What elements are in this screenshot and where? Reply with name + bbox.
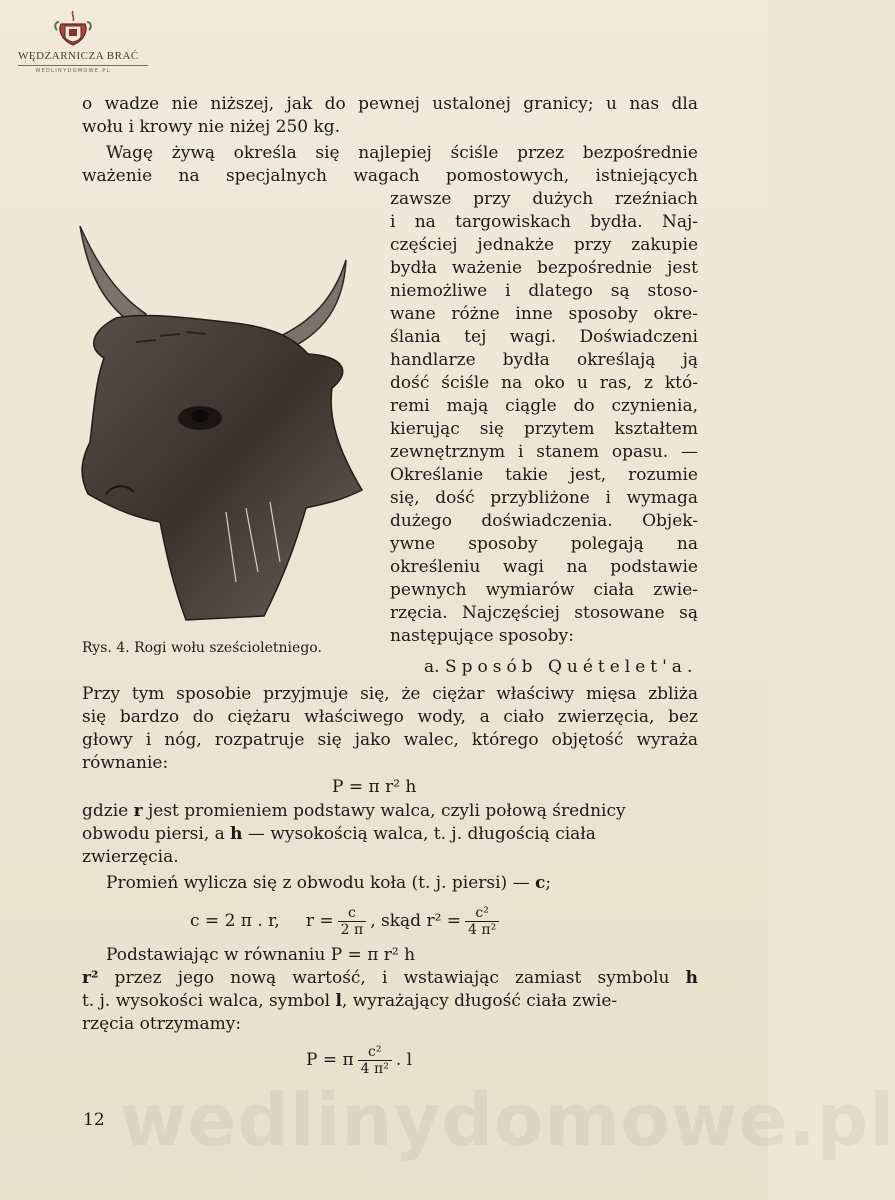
figure-caption: Rys. 4. Rogi wołu sześcioletniego. [82,640,322,656]
text-span: gdzie [82,801,134,821]
symbol-r2: r² [82,968,99,988]
column-line: bydła ważenie bezpośrednie jest [390,258,698,278]
text-span: Promień wylicza się z obwodu koła (t. j. piersi) — [106,873,535,893]
symbol-h: h [230,824,243,844]
method-heading [424,656,697,679]
text-line: się bardzo do ciężaru właściwego wody, a ciało zwierzęcia, bez [82,707,698,727]
column-line: handlarze bydła określają ją [390,350,698,370]
text-span: — wysokością walca, t. j. długością ciała [242,824,596,844]
text-line: ważenie na specjalnych wagach pomostowych, istniejących [82,166,698,186]
column-line: dużego doświadczenia. Objek- [390,511,698,531]
text-line [82,823,698,846]
watermark: wedlinydomowe.pl [120,1078,895,1162]
text-line: o wadze nie niższej, jak do pewnej ustalonej granicy; u nas dla [82,94,698,114]
fraction [465,905,499,938]
formula-part: . l [395,1049,413,1070]
column-line: ślania tej wagi. Doświadczeni [390,327,698,347]
denominator: 4 π² [468,921,497,938]
text-line [82,990,698,1013]
text-line: zwierzęcia. [82,847,179,867]
column-line: pewnych wymiarów ciała zwie- [390,580,698,600]
method-title: Sposób Quételet'a. [444,657,698,677]
formula-part: P = π [306,1049,354,1070]
formula-weight [306,1036,412,1084]
column-line: wane różne inne sposoby okre- [390,304,698,324]
column-line: się, dość przybliżone i wymaga [390,488,698,508]
column-line: określeniu wagi na podstawie [390,557,698,577]
column-line: Określanie takie jest, rozumie [390,465,698,485]
text-span: , wyrażający długość ciała zwie- [341,991,618,1011]
column-line: zewnętrznym i stanem opasu. — [390,442,698,462]
numerator: c² [465,905,499,922]
denominator: 2 π [340,921,364,938]
text-line: Wagę żywą określa się najlepiej ściśle przez bezpośrednie [106,143,698,163]
text-span: jest promieniem podstawy walca, czyli połową średnicy [142,801,626,821]
text-span: t. j. wysokości walca, symbol [82,991,336,1011]
text-line: rzęcia otrzymamy: [82,1014,242,1034]
symbol-c: c [534,873,546,893]
fraction [358,1044,392,1077]
text-line: równanie: [82,753,169,773]
brand-url: WEDLINYDOMOWE.PL [35,68,111,74]
text-line [82,800,698,823]
text-line [82,872,698,895]
text-line: Podstawiając w równaniu P = π r² h [106,945,416,965]
column-line: i na targowiskach bydła. Naj- [390,212,698,232]
column-line: rzęcia. Najczęściej stosowane są [390,603,698,623]
formula-part: r = [305,910,334,931]
formula-volume: P = π r² h [332,777,417,797]
symbol-r: r [133,801,143,821]
formula-part: , skąd r² = [370,910,462,931]
column-line: częściej jednakże przy zakupie [390,235,698,255]
fraction [338,905,367,938]
site-logo[interactable] [18,8,139,92]
text-line: wołu i krowy nie niżej 250 kg. [82,117,341,137]
ox-horns-illustration [76,222,366,632]
text-span: obwodu piersi, a [82,824,231,844]
text-span: przez jego nową wartość, i wstawiając zamiast symbolu [98,968,686,988]
column-line: remi mają ciągle do czynienia, [390,396,698,416]
brand-divider [18,65,148,66]
symbol-l: l [335,991,342,1011]
numerator: c [338,905,367,922]
formula-radius [190,896,503,946]
smokehouse-crest-icon [53,8,93,48]
column-line: niemożliwe i dlatego są stoso- [390,281,698,301]
method-letter: a. [424,657,440,677]
denominator: 4 π² [360,1060,389,1077]
text-line: Przy tym sposobie przyjmuje się, że ciężar właściwy mięsa zbliża [82,684,698,704]
brand-name: WĘDZARNICZA BRAĆ [18,50,139,62]
symbol-h: h [685,968,698,988]
page-number: 12 [83,1110,105,1130]
column-line: kierując się przytem kształtem [390,419,698,439]
column-line: ywne sposoby polegają na [390,534,698,554]
text-line: głowy i nóg, rozpatruje się jako walec, którego objętość wyraża [82,730,698,750]
column-line: dość ściśle na oko u ras, z któ- [390,373,698,393]
text-line [82,967,698,990]
formula-part: c = 2 π . r, [190,910,280,931]
text-span: ; [545,873,552,893]
numerator: c² [358,1044,392,1061]
column-line: zawsze przy dużych rzeźniach [390,189,698,209]
column-line: następujące sposoby: [390,626,574,646]
